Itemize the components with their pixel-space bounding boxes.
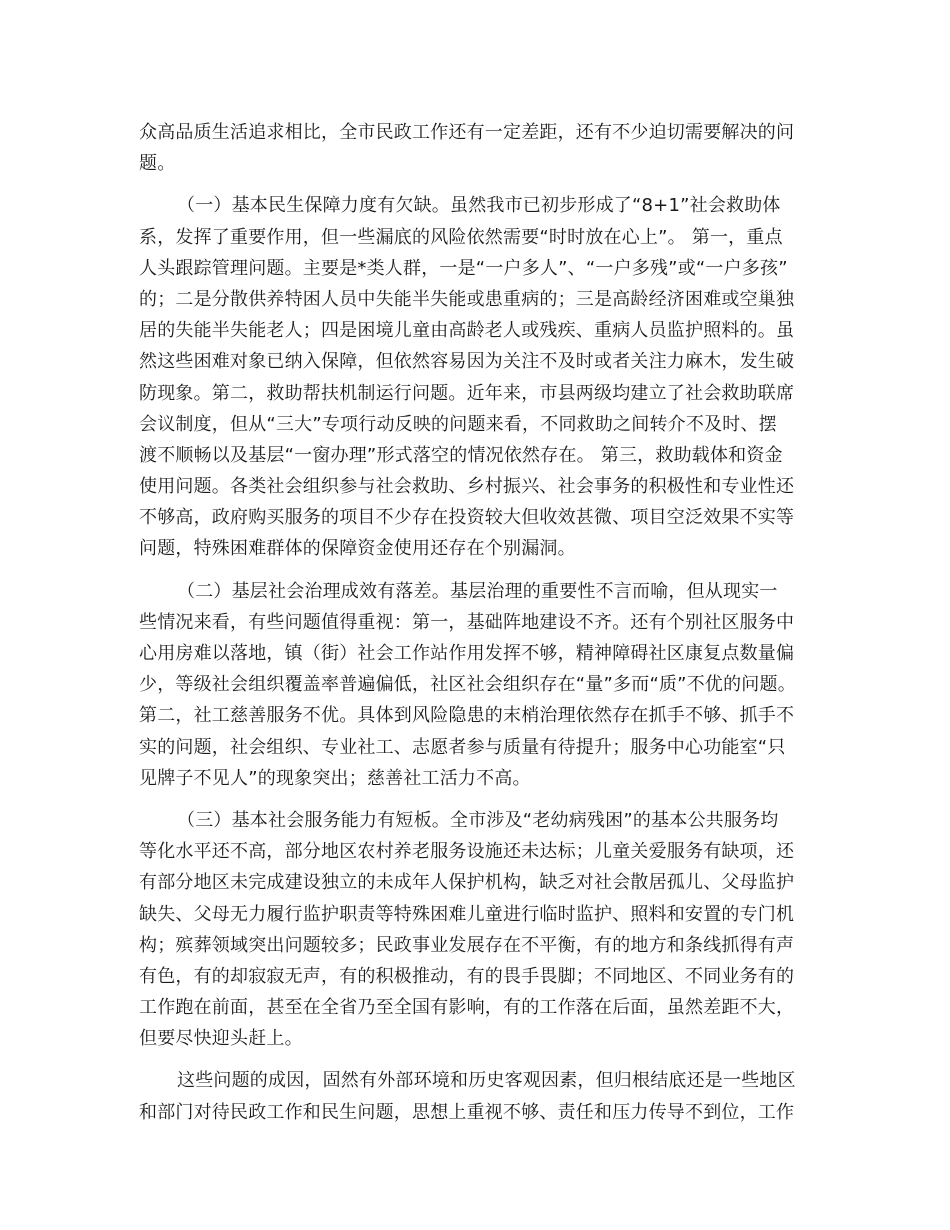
text-line: 少，等级社会组织覆盖率普遍偏低，社区社会组织存在“量”多而“质”不优的问题。 (139, 674, 796, 696)
text-line: 居的失能半失能老人；四是困境儿童由高龄老人或残疾、重病人员监护照料的。虽 (139, 320, 795, 342)
text-line: 不够高，政府购买服务的项目不少存在投资较大但收效甚微、项目空泛效果不实等 (139, 507, 795, 529)
text-line: 题。 (139, 153, 176, 175)
text-line: 心用房难以落地，镇（街）社会工作站作用发挥不够，精神障碍社区康复点数量偏 (139, 643, 795, 664)
text-line: 系，发挥了重要作用，但一些漏底的风险依然需要“时时放在心上”。 第一，重点 (139, 226, 783, 248)
text-line: 渡不顺畅以及基层“一窗办理”形式落空的情况依然存在。 第三，救助载体和资金 (139, 444, 783, 466)
text-line: 缺失、父母无力履行监护职责等特殊困难儿童进行临时监护、照料和安置的专门机 (139, 903, 795, 925)
paragraph-root-causes (139, 1065, 817, 1127)
text-line: 众高品质生活追求相比，全市民政工作还有一定差距，还有不少迫切需要解决的问 (139, 122, 795, 143)
text-line: 有色，有的却寂寂无声，有的积极推动，有的畏手畏脚；不同地区、不同业务有的 (139, 965, 795, 987)
paragraph-grassroots-governance (139, 576, 817, 794)
text-line: 的；二是分散供养特困人员中失能半失能或患重病的；三是高龄经济困难或空巢独 (139, 288, 795, 310)
text-line: （三）基本社会服务能力有短板。全市涉及“老幼病残困”的基本公共服务均 (177, 809, 779, 831)
text-line: 有部分地区未完成建设独立的未成年人保护机构，缺乏对社会散居孤儿、父母监护 (139, 872, 795, 894)
text-line: 构；殡葬领域突出问题较多；民政事业发展存在不平衡，有的地方和条线抓得有声 (139, 934, 795, 956)
text-line: 些情况来看，有些问题值得重视：第一，基础阵地建设不齐。还有个别社区服务中 (139, 611, 795, 633)
paragraph-intro-continuation (139, 117, 817, 179)
text-line: 会议制度，但从“三大”专项行动反映的问题来看，不同救助之间转介不及时、摆 (139, 413, 777, 435)
text-line: 和部门对待民政工作和民生问题，思想上重视不够、责任和压力传导不到位，工作 (139, 1101, 795, 1123)
text-line: 问题，特殊困难群体的保障资金使用还存在个别漏洞。 (139, 538, 576, 560)
text-line: 人头跟踪管理问题。主要是*类人群，一是“一户多人”、“一户多残”或“一户多孩” (139, 257, 788, 279)
text-line: 等化水平还不高，部分地区农村养老服务设施还未达标；儿童关爱服务有缺项，还 (139, 841, 795, 863)
text-line: 第二，社工慈善服务不优。具体到风险隐患的末梢治理依然存在抓手不够、抓手不 (139, 705, 795, 727)
text-line: 防现象。第二，救助帮扶机制运行问题。近年来，市县两级均建立了社会救助联席 (139, 382, 795, 404)
text-line: （一）基本民生保障力度有欠缺。虽然我市已初步形成了“8+1”社会救助体 (177, 195, 781, 217)
document-body (139, 117, 817, 1139)
text-line: 但要尽快迎头赶上。 (139, 1028, 303, 1050)
paragraph-basic-livelihood (139, 190, 817, 564)
text-line: 使用问题。各类社会组织参与社会救助、乡村振兴、社会事务的积极性和专业性还 (139, 476, 795, 498)
text-line: 工作跑在前面，甚至在全省乃至全国有影响，有的工作落在后面，虽然差距不大， (139, 997, 795, 1019)
text-line: 然这些困难对象已纳入保障，但依然容易因为关注不及时或者关注力麻木，发生破 (139, 351, 795, 373)
text-line: 实的问题，社会组织、专业社工、志愿者参与质量有待提升；服务中心功能室“只 (139, 736, 786, 758)
text-line: 见牌子不见人”的现象突出；慈善社工活力不高。 (139, 767, 531, 789)
text-line: 这些问题的成因，固然有外部环境和历史客观因素，但归根结底还是一些地区 (177, 1070, 796, 1092)
text-line: （二）基层社会治理成效有落差。基层治理的重要性不言而喻，但从现实一 (177, 580, 778, 602)
paragraph-basic-services (139, 805, 817, 1055)
